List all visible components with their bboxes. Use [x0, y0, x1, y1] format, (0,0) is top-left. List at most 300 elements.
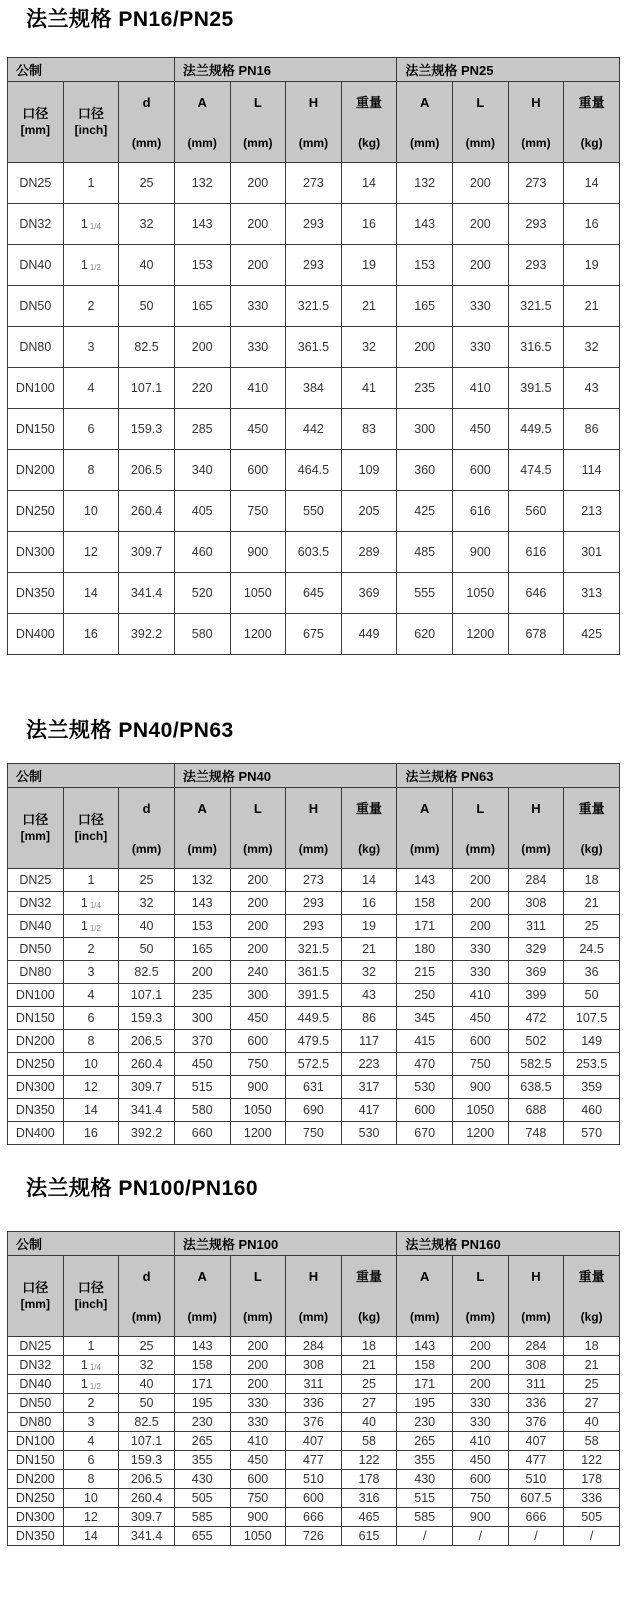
section-title-pn40-pn63: 法兰规格 PN40/PN63: [26, 719, 234, 742]
table-row: [8, 1470, 620, 1489]
value-cell: 265: [397, 1432, 453, 1451]
value-cell: 158: [174, 1356, 230, 1375]
column-header-unit: [mm]: [20, 1297, 50, 1311]
value-cell: 200: [453, 915, 509, 938]
inch-cell: 8: [63, 1030, 119, 1053]
value-cell: 178: [341, 1470, 397, 1489]
value-cell: /: [453, 1527, 509, 1546]
value-cell: 384: [286, 368, 342, 409]
value-cell: 311: [508, 1375, 564, 1394]
value-cell: 21: [564, 1356, 620, 1375]
value-cell: 18: [341, 1337, 397, 1356]
column-header-cell: [119, 82, 175, 163]
value-cell: 330: [453, 938, 509, 961]
column-header-cell: [8, 1256, 64, 1337]
value-cell: 24.5: [564, 938, 620, 961]
value-cell: 410: [230, 1432, 286, 1451]
column-header-cell: [508, 788, 564, 869]
column-header-cell: [564, 788, 620, 869]
value-cell: 200: [230, 163, 286, 204]
value-cell: 41: [341, 368, 397, 409]
column-header-unit: (kg): [580, 842, 603, 856]
column-header-content: [342, 788, 397, 868]
inch-fraction: 1/4: [89, 222, 101, 231]
value-cell: 223: [341, 1053, 397, 1076]
value-cell: 415: [397, 1030, 453, 1053]
value-cell: 200: [174, 961, 230, 984]
column-header-label: 口径: [77, 812, 104, 827]
column-header-unit: [mm]: [20, 829, 50, 843]
value-cell: 153: [397, 245, 453, 286]
value-cell: 336: [508, 1394, 564, 1413]
column-header-cell: [453, 788, 509, 869]
value-cell: 213: [564, 491, 620, 532]
column-header-cell: [230, 82, 286, 163]
value-cell: 750: [230, 491, 286, 532]
inch-cell: 6: [63, 409, 119, 450]
column-header-cell: [286, 1256, 342, 1337]
value-cell: 370: [174, 1030, 230, 1053]
d-cell: 107.1: [119, 368, 175, 409]
value-cell: /: [397, 1527, 453, 1546]
value-cell: 200: [397, 327, 453, 368]
value-cell: 19: [341, 915, 397, 938]
value-cell: 109: [341, 450, 397, 491]
dn-cell: DN80: [8, 327, 64, 368]
value-cell: 670: [397, 1122, 453, 1145]
inch-fraction: 1/2: [89, 924, 101, 933]
inch-cell: 3: [63, 1413, 119, 1432]
value-cell: 220: [174, 368, 230, 409]
value-cell: 376: [508, 1413, 564, 1432]
column-header-content: [453, 788, 508, 868]
value-cell: 293: [286, 245, 342, 286]
inch-cell: 2: [63, 938, 119, 961]
value-cell: 132: [174, 163, 230, 204]
value-cell: 750: [453, 1053, 509, 1076]
value-cell: 417: [341, 1099, 397, 1122]
value-cell: 425: [397, 491, 453, 532]
value-cell: 132: [397, 163, 453, 204]
value-cell: 301: [564, 532, 620, 573]
dn-cell: DN150: [8, 1007, 64, 1030]
value-cell: 14: [564, 163, 620, 204]
column-header-unit: (mm): [521, 136, 551, 150]
value-cell: 122: [341, 1451, 397, 1470]
inch-cell: 1 1/2: [63, 915, 119, 938]
d-cell: 260.4: [119, 491, 175, 532]
value-cell: 369: [341, 573, 397, 614]
column-header-label: 口径: [77, 106, 104, 121]
value-cell: 215: [397, 961, 453, 984]
dn-cell: DN350: [8, 1099, 64, 1122]
column-header-content: [119, 1256, 174, 1336]
column-header-unit: (kg): [580, 1310, 603, 1324]
value-cell: 43: [341, 984, 397, 1007]
d-cell: 392.2: [119, 614, 175, 655]
table-row: [8, 1375, 620, 1394]
value-cell: 200: [230, 915, 286, 938]
group-header-cell: 法兰规格 PN16: [174, 58, 397, 82]
value-cell: 25: [341, 1375, 397, 1394]
value-cell: 153: [174, 245, 230, 286]
column-header-unit: (mm): [410, 842, 440, 856]
inch-cell: 1 1/4: [63, 1356, 119, 1375]
value-cell: 171: [174, 1375, 230, 1394]
value-cell: 900: [230, 532, 286, 573]
column-header-content: [286, 1256, 341, 1336]
d-cell: 40: [119, 245, 175, 286]
column-header-cell: [174, 788, 230, 869]
dn-cell: DN100: [8, 1432, 64, 1451]
d-cell: 107.1: [119, 1432, 175, 1451]
column-header-label: 口径: [22, 812, 49, 827]
value-cell: 1200: [230, 1122, 286, 1145]
column-header-cell: [286, 82, 342, 163]
dn-cell: DN200: [8, 450, 64, 491]
column-header-label: d: [142, 1269, 151, 1284]
column-header-content: [453, 82, 508, 162]
inch-cell: 10: [63, 491, 119, 532]
value-cell: 200: [174, 327, 230, 368]
section-pn40-pn63: [0, 719, 626, 1145]
d-cell: 50: [119, 1394, 175, 1413]
value-cell: 107.5: [564, 1007, 620, 1030]
value-cell: 317: [341, 1076, 397, 1099]
value-cell: 316.5: [508, 327, 564, 368]
table-row: [8, 1489, 620, 1508]
inch-cell: 14: [63, 573, 119, 614]
dn-cell: DN50: [8, 1394, 64, 1413]
value-cell: 27: [341, 1394, 397, 1413]
column-header-content: [564, 1256, 619, 1336]
table-row: [8, 915, 620, 938]
dn-cell: DN40: [8, 915, 64, 938]
value-cell: 355: [397, 1451, 453, 1470]
d-cell: 159.3: [119, 1007, 175, 1030]
value-cell: 410: [453, 368, 509, 409]
value-cell: 58: [564, 1432, 620, 1451]
column-header-content: [175, 1256, 230, 1336]
value-cell: 449: [341, 614, 397, 655]
value-cell: 450: [230, 409, 286, 450]
value-cell: 450: [174, 1053, 230, 1076]
dn-cell: DN80: [8, 961, 64, 984]
value-cell: 550: [286, 491, 342, 532]
value-cell: 200: [230, 938, 286, 961]
column-header-unit: (mm): [243, 1310, 273, 1324]
value-cell: 442: [286, 409, 342, 450]
inch-cell: 1: [63, 163, 119, 204]
value-cell: 479.5: [286, 1030, 342, 1053]
table-row: [8, 286, 620, 327]
column-header-content: [509, 82, 564, 162]
spec-table-pn100-pn160: [7, 1231, 620, 1546]
column-header-cell: [564, 1256, 620, 1337]
section-title-pn16-pn25: 法兰规格 PN16/PN25: [26, 8, 234, 31]
value-cell: 195: [174, 1394, 230, 1413]
value-cell: 570: [564, 1122, 620, 1145]
value-cell: 645: [286, 573, 342, 614]
value-cell: 430: [174, 1470, 230, 1489]
column-header-label: L: [253, 95, 262, 110]
column-header-unit: (mm): [131, 1310, 162, 1324]
table-row: [8, 1007, 620, 1030]
inch-cell: 1 1/2: [63, 1375, 119, 1394]
dn-cell: DN32: [8, 892, 64, 915]
value-cell: 273: [508, 163, 564, 204]
group-header-row: [8, 764, 620, 788]
column-header-cell: [397, 1256, 453, 1337]
value-cell: 510: [508, 1470, 564, 1489]
column-header-unit: (mm): [465, 842, 495, 856]
column-header-label: A: [197, 1269, 207, 1284]
value-cell: 620: [397, 614, 453, 655]
d-cell: 50: [119, 938, 175, 961]
value-cell: 750: [230, 1489, 286, 1508]
column-header-content: [8, 1256, 63, 1336]
column-header-label: 重量: [356, 1269, 383, 1284]
value-cell: 750: [230, 1053, 286, 1076]
d-cell: 25: [119, 163, 175, 204]
dn-cell: DN350: [8, 1527, 64, 1546]
group-header-row: [8, 58, 620, 82]
dn-cell: DN25: [8, 1337, 64, 1356]
value-cell: 410: [453, 984, 509, 1007]
table-row: [8, 869, 620, 892]
d-cell: 260.4: [119, 1053, 175, 1076]
value-cell: 585: [397, 1508, 453, 1527]
value-cell: 615: [341, 1527, 397, 1546]
column-header-label: H: [308, 801, 319, 816]
value-cell: 235: [174, 984, 230, 1007]
value-cell: 631: [286, 1076, 342, 1099]
value-cell: 21: [341, 1356, 397, 1375]
dn-cell: DN32: [8, 1356, 64, 1375]
value-cell: 580: [174, 1099, 230, 1122]
table-row: [8, 938, 620, 961]
value-cell: 308: [508, 1356, 564, 1375]
table-row: [8, 409, 620, 450]
value-cell: 750: [286, 1122, 342, 1145]
value-cell: 21: [564, 892, 620, 915]
column-header-cell: [453, 82, 509, 163]
value-cell: 750: [453, 1489, 509, 1508]
column-header-content: [119, 788, 174, 868]
value-cell: 200: [453, 892, 509, 915]
column-header-unit: (mm): [187, 1310, 217, 1324]
value-cell: 143: [397, 204, 453, 245]
column-header-label: A: [419, 95, 430, 110]
column-header-cell: [63, 1256, 119, 1337]
table-row: [8, 1076, 620, 1099]
value-cell: 465: [341, 1508, 397, 1527]
dn-cell: DN150: [8, 1451, 64, 1470]
value-cell: 655: [174, 1527, 230, 1546]
value-cell: 616: [453, 491, 509, 532]
value-cell: 200: [453, 204, 509, 245]
inch-cell: 1: [63, 869, 119, 892]
value-cell: 477: [286, 1451, 342, 1470]
value-cell: 58: [341, 1432, 397, 1451]
value-cell: 200: [230, 892, 286, 915]
value-cell: 165: [174, 938, 230, 961]
inch-cell: 12: [63, 1076, 119, 1099]
value-cell: 600: [230, 450, 286, 491]
value-cell: 900: [453, 1076, 509, 1099]
inch-cell: 4: [63, 984, 119, 1007]
value-cell: 285: [174, 409, 230, 450]
column-header-cell: [341, 1256, 397, 1337]
value-cell: 158: [397, 1356, 453, 1375]
column-header-label: H: [308, 1269, 319, 1284]
inch-cell: 1 1/4: [63, 204, 119, 245]
inch-cell: 4: [63, 368, 119, 409]
value-cell: 32: [564, 327, 620, 368]
table-row: [8, 450, 620, 491]
value-cell: 369: [508, 961, 564, 984]
value-cell: 485: [397, 532, 453, 573]
value-cell: 300: [174, 1007, 230, 1030]
d-cell: 40: [119, 1375, 175, 1394]
table-row: [8, 1030, 620, 1053]
value-cell: 1050: [230, 1099, 286, 1122]
column-header-label: H: [531, 1269, 541, 1284]
value-cell: 515: [174, 1076, 230, 1099]
d-cell: 341.4: [119, 1527, 175, 1546]
value-cell: 678: [508, 614, 564, 655]
column-header-cell: [397, 788, 453, 869]
column-header-content: [175, 788, 230, 868]
value-cell: 607.5: [508, 1489, 564, 1508]
d-cell: 341.4: [119, 1099, 175, 1122]
value-cell: 1050: [230, 1527, 286, 1546]
inch-cell: 14: [63, 1527, 119, 1546]
column-header-unit: (mm): [410, 136, 440, 150]
value-cell: 407: [508, 1432, 564, 1451]
value-cell: /: [508, 1527, 564, 1546]
value-cell: 330: [453, 286, 509, 327]
column-header-content: [64, 788, 119, 868]
value-cell: 25: [564, 915, 620, 938]
column-header-cell: [564, 82, 620, 163]
value-cell: /: [564, 1527, 620, 1546]
group-header-cell: 法兰规格 PN40: [174, 764, 397, 788]
value-cell: 330: [230, 1413, 286, 1432]
value-cell: 345: [397, 1007, 453, 1030]
value-cell: 472: [508, 1007, 564, 1030]
d-cell: 82.5: [119, 327, 175, 368]
value-cell: 582.5: [508, 1053, 564, 1076]
value-cell: 14: [341, 163, 397, 204]
value-cell: 165: [397, 286, 453, 327]
value-cell: 450: [230, 1451, 286, 1470]
column-header-content: [342, 1256, 397, 1336]
dn-cell: DN200: [8, 1470, 64, 1489]
d-cell: 50: [119, 286, 175, 327]
value-cell: 27: [564, 1394, 620, 1413]
value-cell: 195: [397, 1394, 453, 1413]
dn-cell: DN25: [8, 163, 64, 204]
column-header-label: L: [253, 801, 262, 816]
dn-cell: DN300: [8, 532, 64, 573]
value-cell: 502: [508, 1030, 564, 1053]
inch-cell: 16: [63, 614, 119, 655]
value-cell: 505: [564, 1508, 620, 1527]
value-cell: 1200: [453, 614, 509, 655]
value-cell: 600: [453, 1030, 509, 1053]
inch-fraction: 1/4: [89, 901, 101, 910]
column-header-unit: (kg): [358, 1310, 381, 1324]
d-cell: 309.7: [119, 1076, 175, 1099]
spec-table-pn16-pn25: [7, 57, 620, 655]
value-cell: 688: [508, 1099, 564, 1122]
d-cell: 159.3: [119, 409, 175, 450]
d-cell: 309.7: [119, 532, 175, 573]
value-cell: 425: [564, 614, 620, 655]
value-cell: 200: [453, 245, 509, 286]
value-cell: 460: [564, 1099, 620, 1122]
inch-cell: 6: [63, 1451, 119, 1470]
value-cell: 660: [174, 1122, 230, 1145]
value-cell: 321.5: [286, 286, 342, 327]
value-cell: 117: [341, 1030, 397, 1053]
value-cell: 470: [397, 1053, 453, 1076]
column-header-cell: [286, 788, 342, 869]
column-header-content: [119, 82, 174, 162]
value-cell: 580: [174, 614, 230, 655]
value-cell: 40: [341, 1413, 397, 1432]
value-cell: 900: [230, 1076, 286, 1099]
value-cell: 200: [453, 1337, 509, 1356]
value-cell: 1050: [230, 573, 286, 614]
value-cell: 200: [230, 1356, 286, 1375]
value-cell: 1050: [453, 1099, 509, 1122]
column-header-label: H: [531, 95, 541, 110]
column-header-content: [286, 788, 341, 868]
value-cell: 230: [397, 1413, 453, 1432]
column-header-label: A: [419, 1269, 430, 1284]
dn-cell: DN350: [8, 573, 64, 614]
value-cell: 86: [564, 409, 620, 450]
column-header-content: [564, 82, 619, 162]
column-header-cell: [341, 788, 397, 869]
column-header-cell: [8, 788, 64, 869]
value-cell: 638.5: [508, 1076, 564, 1099]
value-cell: 477: [508, 1451, 564, 1470]
column-header-content: [509, 788, 564, 868]
table-row: [8, 1122, 620, 1145]
dn-cell: DN300: [8, 1076, 64, 1099]
table-row: [8, 614, 620, 655]
value-cell: 666: [508, 1508, 564, 1527]
value-cell: 330: [230, 327, 286, 368]
dn-cell: DN250: [8, 1053, 64, 1076]
column-header-cell: [508, 82, 564, 163]
column-header-content: [397, 788, 452, 868]
column-header-label: L: [476, 95, 485, 110]
column-header-row: [8, 788, 620, 869]
value-cell: 25: [564, 1375, 620, 1394]
value-cell: 16: [564, 204, 620, 245]
d-cell: 309.7: [119, 1508, 175, 1527]
value-cell: 399: [508, 984, 564, 1007]
d-cell: 32: [119, 1356, 175, 1375]
value-cell: 330: [453, 1394, 509, 1413]
value-cell: 200: [453, 1375, 509, 1394]
value-cell: 180: [397, 938, 453, 961]
column-header-cell: [174, 82, 230, 163]
